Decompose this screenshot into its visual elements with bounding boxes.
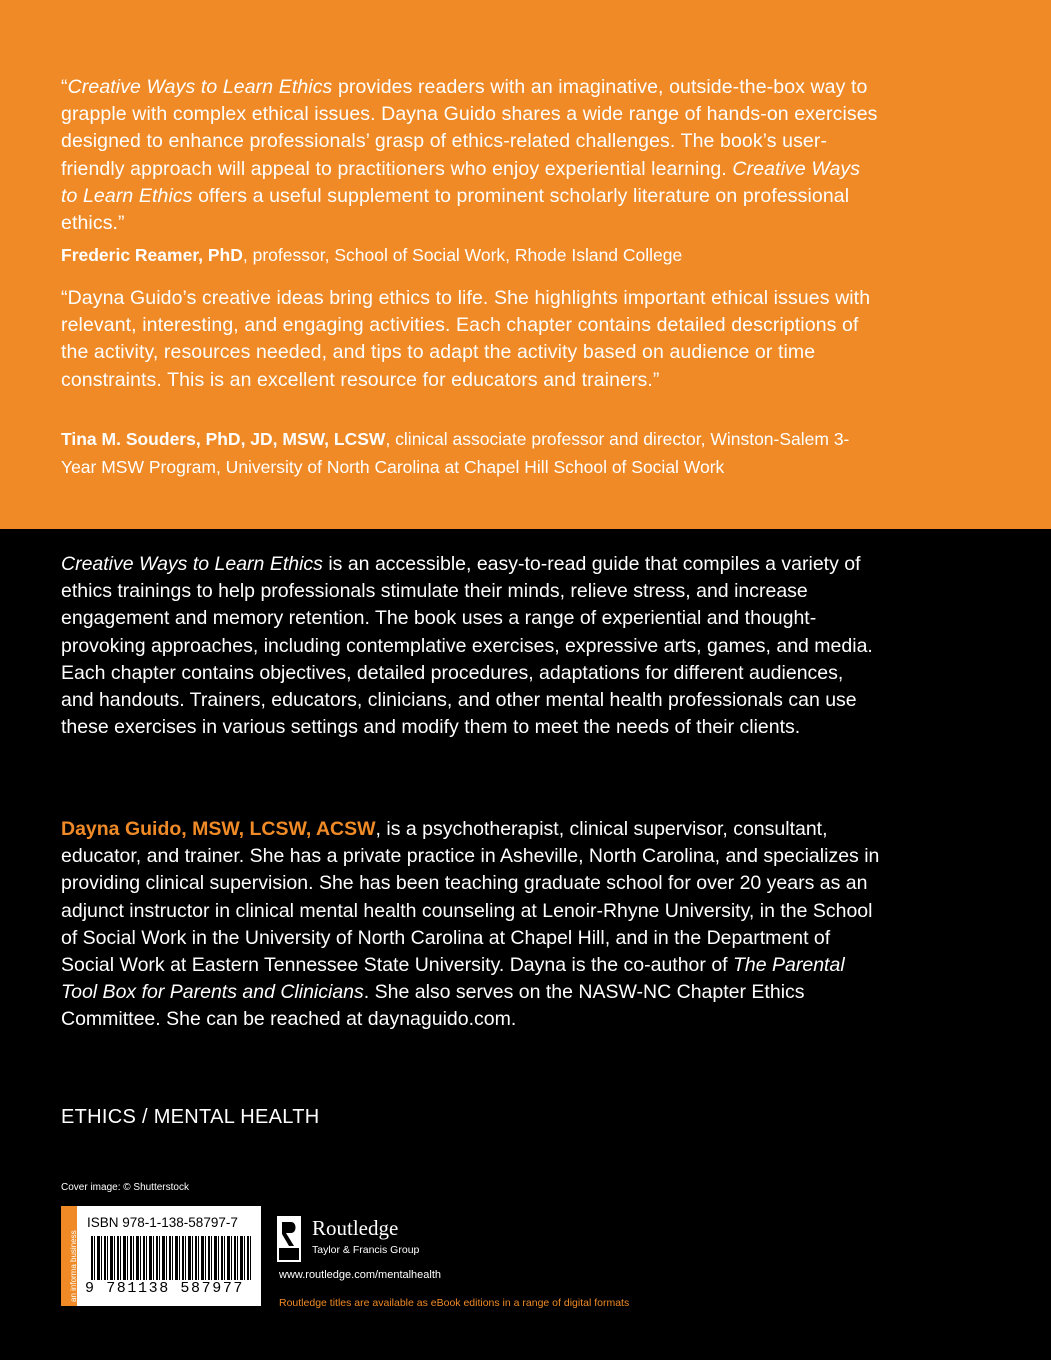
quote-reamer-author: Frederic Reamer, PhD <box>61 245 243 265</box>
publisher-group: Taylor & Francis Group <box>312 1244 420 1256</box>
cover-image-credit: Cover image: © Shutterstock <box>61 1182 189 1193</box>
ebook-note: Routledge titles are available as eBook editions in a range of digital formats <box>279 1297 630 1309</box>
quote-souders-attribution: Tina M. Souders, PhD, JD, MSW, LCSW, clinical associate professor and director, Winston-Salem 3-Year MSW Program, University of North Carolina at Chapel Hill School of Social Work <box>61 429 850 477</box>
quote-reamer: “Creative Ways to Learn Ethics provides readers with an imaginative, outside-the-box way to grapple with complex ethical issues. Dayna Guido shares a wide range of hands-on exercises designed to enhance professionals’ grasp of ethics-related challenges. The book’s user-friendly approach will appeal to practitioners who enjoy experiential learning. Creative Ways to Learn Ethics offers a useful supplement to prominent scholarly literature on professional ethics.” <box>61 76 878 235</box>
publisher-url[interactable]: www.routledge.com/mentalhealth <box>279 1269 442 1281</box>
quote-reamer-attribution: Frederic Reamer, PhD, professor, School of Social Work, Rhode Island College <box>61 245 683 265</box>
barcode-number: 9 781138 587977 <box>85 1280 245 1297</box>
informa-strip: an informa business <box>61 1206 77 1306</box>
author-name: Dayna Guido, MSW, LCSW, ACSW <box>61 818 376 840</box>
routledge-logo-icon <box>277 1216 301 1262</box>
quote-souders: “Dayna Guido’s creative ideas bring ethics to life. She highlights important ethical issues with relevant, interesting, and engaging activities. Each chapter contains detailed descriptions of the activity, resources needed, and tips to adapt the activity based on audience or time constraints. This is an excellent resource for educators and trainers.” <box>61 287 871 391</box>
author-bio: Dayna Guido, MSW, LCSW, ACSW, is a psychotherapist, clinical supervisor, consultant, educator, and trainer. She has a private practice in Asheville, North Carolina, and specializes in providing clinical supervision. She has been teaching graduate school for over 20 years as an adjunct instructor in clinical mental health counseling at Lenoir-Rhyne University, in the School of Social Work in the University of North Carolina at Chapel Hill, and in the Department of Social Work at Eastern Tennessee State University. Dayna is the co-author of The Parental Tool Box for Parents and Clinicians. She also serves on the NASW-NC Chapter Ethics Committee. She can be reached at daynaguido.com. <box>61 818 880 1031</box>
barcode-bars <box>91 1236 251 1280</box>
publisher-name: Routledge <box>312 1216 399 1240</box>
category-label: ETHICS / MENTAL HEALTH <box>61 1106 320 1128</box>
quote-souders-author: Tina M. Souders, PhD, JD, MSW, LCSW <box>61 429 386 449</box>
isbn-barcode <box>61 1206 261 1306</box>
isbn-label: ISBN 978-1-138-58797-7 <box>87 1215 238 1230</box>
book-description: Creative Ways to Learn Ethics is an accessible, easy-to-read guide that compiles a variety of ethics trainings to help professionals stimulate their minds, relieve stress, and increase engagement and memory retention. The book uses a range of experiential and thought-provoking approaches, including contemplative exercises, expressive arts, games, and media. Each chapter contains objectives, detailed procedures, adaptations for different audiences, and handouts. Trainers, educators, clinicians, and other mental health professionals can use these exercises in various settings and modify them to meet the needs of their clients. <box>61 553 873 739</box>
